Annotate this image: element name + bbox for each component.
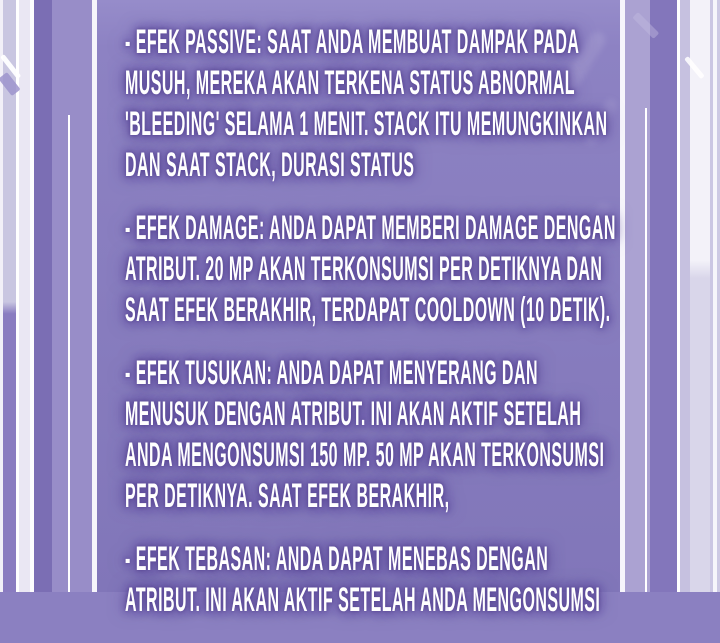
- frame-left-thin-line: [68, 115, 70, 592]
- status-line: - EFEK DAMAGE: ANDA DAPAT MEMBERI DAMAGE DENGAN: [125, 209, 616, 247]
- frame-left-dark-band: [34, 0, 52, 592]
- frame-right-white-band: [690, 0, 710, 592]
- status-line: MENUSUK DENGAN ATRIBUT. INI AKAN AKTIF SETELAH: [125, 395, 582, 433]
- status-line: PER DETIKNYA. SAAT EFEK BERAKHIR,: [125, 477, 450, 515]
- status-paragraph-efek-damage: [125, 208, 620, 331]
- status-line: ATRIBUT. INI AKAN AKTIF SETELAH ANDA MENGONSUMSI: [125, 581, 601, 619]
- status-line: ATRIBUT. 20 MP AKAN TERKONSUMSI PER DETIKNYA DAN: [125, 250, 603, 288]
- status-text-column: [125, 0, 620, 643]
- status-line: - EFEK TUSUKAN: ANDA DAPAT MENYERANG DAN: [125, 354, 538, 392]
- status-paragraph-efek-tebasan: [125, 539, 620, 621]
- frame-left-light-band: [19, 0, 30, 592]
- frame-right-dark-band: [650, 0, 677, 592]
- status-line: - EFEK PASSIVE: SAAT ANDA MEMBUAT DAMPAK PADA: [125, 23, 580, 61]
- status-line: 'BLEEDING' SELAMA 1 MENIT. STACK ITU MEMUNGKINKAN: [125, 105, 608, 143]
- status-line: SAAT EFEK BERAKHIR, TERDAPAT COOLDOWN (10 DETIK).: [125, 291, 611, 329]
- frame-left-mid-band: [52, 0, 92, 592]
- status-line: ANDA MENGONSUMSI 150 MP. 50 MP AKAN TERKONSUMSI: [125, 436, 605, 474]
- status-paragraph-efek-passive: [125, 22, 620, 186]
- status-line: - EFEK TEBASAN: ANDA DAPAT MENEBAS DENGAN: [125, 540, 549, 578]
- status-window-panel: [97, 0, 620, 619]
- frame-right-thin-line: [645, 108, 647, 592]
- status-paragraph-efek-tusukan: [125, 353, 620, 517]
- status-line: DAN SAAT STACK, DURASI STATUS: [125, 146, 415, 184]
- status-line: MUSUH, MEREKA AKAN TERKENA STATUS ABNORMAL: [125, 64, 576, 102]
- frame-right-lavender-strip: [680, 0, 690, 592]
